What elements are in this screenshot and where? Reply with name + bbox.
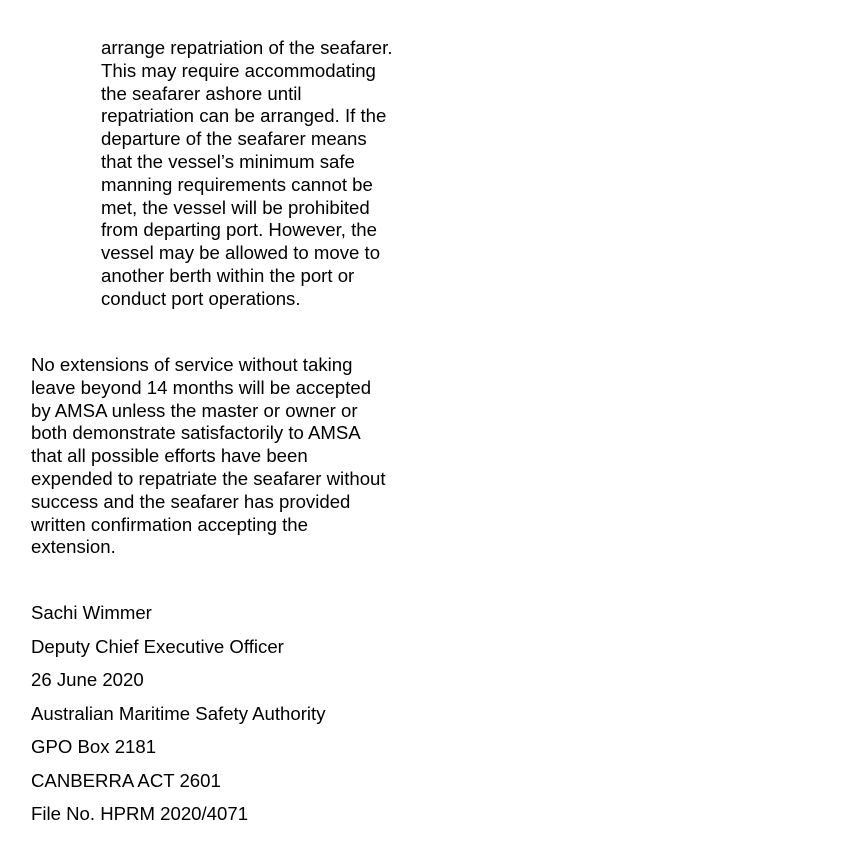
paragraph-line: written confirmation accepting the bbox=[31, 513, 308, 535]
paragraph-line: extension. bbox=[31, 536, 116, 558]
paragraph-line: from departing port. However, the bbox=[101, 219, 377, 241]
signature-date: 26 June 2020 bbox=[31, 669, 144, 690]
paragraph-line: leave beyond 14 months will be accepted bbox=[31, 376, 372, 398]
paragraph-line: that all possible efforts have been bbox=[31, 445, 308, 467]
city-postcode: CANBERRA ACT 2601 bbox=[31, 769, 221, 791]
paragraph-line: This may require accommodating bbox=[101, 59, 376, 81]
paragraph-line: arrange repatriation of the seafarer. bbox=[101, 37, 393, 58]
main-paragraph bbox=[31, 354, 431, 559]
paragraph-line: that the vessel’s minimum safe bbox=[101, 150, 355, 172]
paragraph-line: by AMSA unless the master or owner or bbox=[31, 399, 358, 421]
paragraph-line: departure of the seafarer means bbox=[101, 128, 367, 150]
paragraph-line: both demonstrate satisfactorily to AMSA bbox=[31, 422, 361, 444]
postal-box: GPO Box 2181 bbox=[31, 736, 157, 757]
paragraph-line: expended to repatriate the seafarer without bbox=[31, 467, 386, 489]
paragraph-line: No extensions of service without taking bbox=[31, 354, 353, 375]
signatory-name: Sachi Wimmer bbox=[31, 602, 152, 623]
file-number: File No. HPRM 2020/4071 bbox=[31, 803, 249, 824]
paragraph-line: success and the seafarer has provided bbox=[31, 490, 351, 512]
indented-paragraph bbox=[101, 37, 431, 311]
paragraph-line: manning requirements cannot be bbox=[101, 173, 373, 195]
signatory-title: Deputy Chief Executive Officer bbox=[31, 635, 284, 657]
paragraph-line: repatriation can be arranged. If the bbox=[101, 105, 387, 127]
organisation-name: Australian Maritime Safety Authority bbox=[31, 702, 326, 724]
paragraph-line: the seafarer ashore until bbox=[101, 82, 302, 104]
paragraph-line: conduct port operations. bbox=[101, 287, 301, 309]
signature-block bbox=[31, 602, 431, 837]
paragraph-line: another berth within the port or bbox=[101, 264, 355, 286]
paragraph-line: met, the vessel will be prohibited bbox=[101, 196, 370, 218]
paragraph-line: vessel may be allowed to move to bbox=[101, 242, 381, 264]
